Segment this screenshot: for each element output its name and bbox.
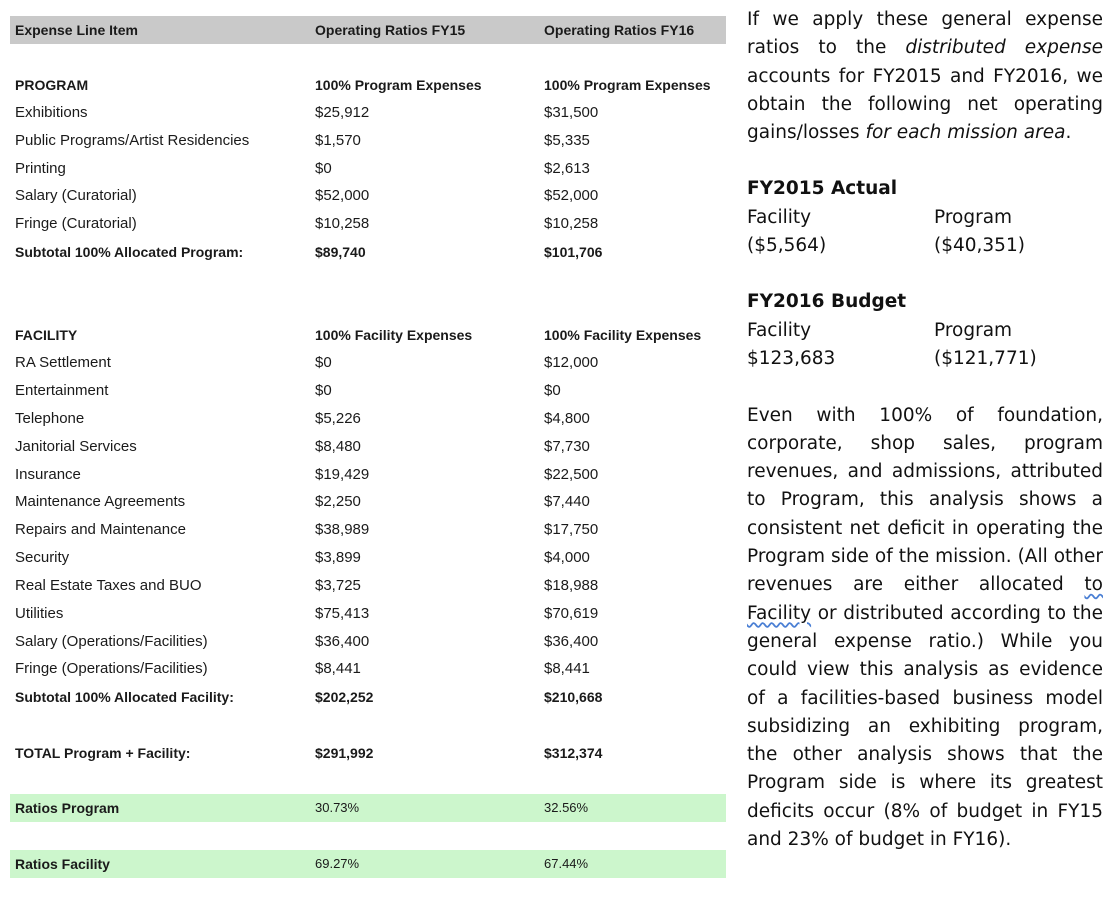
row-fy15: $291,992 [315, 745, 374, 761]
row-item: Security [15, 549, 70, 566]
row-fy16: $101,706 [544, 244, 603, 260]
fy2016-heading: FY2016 Budget [747, 291, 907, 313]
fy2016-program-label: Program [934, 319, 1013, 341]
row-fy15: $89,740 [315, 244, 366, 260]
row-fy15: $75,413 [315, 605, 370, 622]
row-fy16: $7,440 [544, 493, 590, 510]
row-fy16: $8,441 [544, 660, 590, 677]
table-row [10, 349, 726, 377]
row-fy16: $31,500 [544, 104, 599, 121]
facility-section-header [10, 321, 726, 349]
table-row [10, 572, 726, 600]
ratio-facility-row [10, 850, 726, 878]
row-item: Real Estate Taxes and BUO [15, 577, 202, 594]
row-item: Janitorial Services [15, 438, 137, 455]
fy2015-labels [747, 204, 1103, 232]
fy2016-facility-label: Facility [747, 319, 812, 341]
table-row [10, 99, 726, 127]
fy2016-values [747, 345, 1103, 373]
row-fy16: $5,335 [544, 132, 590, 149]
header-line-item: Expense Line Item [15, 22, 138, 38]
row-item: RA Settlement [15, 354, 111, 371]
fy2015-program-label: Program [934, 206, 1013, 228]
table-row [10, 127, 726, 155]
row-item: Entertainment [15, 382, 109, 399]
row-fy16: $10,258 [544, 215, 599, 232]
row-item: Fringe (Curatorial) [15, 215, 137, 232]
row-fy15: $19,429 [315, 466, 370, 483]
facility-subtotal-row [10, 683, 726, 711]
row-fy16: $0 [544, 382, 561, 399]
body-paragraph: Even with 100% of foundation, corporate, shop sales, program revenues, and admissions, attributed to Program, this analysis shows a consistent net deficit in operating the Program side of the mission. (All other revenues are either allocated to Facility or distributed according to the general expense ratio.) While you could view this analysis as evidence of a facilities-based business model subsidizing an exhibiting program, the other analysis shows that the Program side is where its greatest deficits occur (8% of budget in FY15 and 23% of budget in FY16). [747, 404, 1103, 851]
row-fy16: $12,000 [544, 354, 599, 371]
row-item: Utilities [15, 605, 64, 622]
header-fy15: Operating Ratios FY15 [315, 22, 466, 38]
table-row [10, 600, 726, 628]
row-fy15: $10,258 [315, 215, 370, 232]
table-row [10, 210, 726, 238]
intro-paragraph: If we apply these general expense ratios to the distributed expense accounts for FY2015 and FY2016, we obtain the following net operating gains/losses for each mission area. [747, 9, 1103, 144]
row-fy15: $8,480 [315, 438, 361, 455]
row-item: Insurance [15, 466, 81, 483]
analysis-text [747, 6, 1103, 854]
row-fy16: $4,000 [544, 549, 590, 566]
facility-title: FACILITY [15, 327, 78, 343]
row-item: Maintenance Agreements [15, 493, 186, 510]
table-row [10, 461, 726, 489]
row-fy15: 30.73% [315, 800, 360, 815]
row-fy15: $36,400 [315, 633, 370, 650]
table-row [10, 628, 726, 656]
row-fy15: $202,252 [315, 689, 374, 705]
row-item: Ratios Facility [15, 856, 110, 872]
row-fy15: $8,441 [315, 660, 361, 677]
row-fy15: 69.27% [315, 856, 360, 871]
table-row [10, 377, 726, 405]
row-fy16: $7,730 [544, 438, 590, 455]
row-fy16: $312,374 [544, 745, 603, 761]
table-row [10, 488, 726, 516]
row-item: Fringe (Operations/Facilities) [15, 660, 208, 677]
row-fy15: $1,570 [315, 132, 361, 149]
table-header-row [10, 16, 726, 44]
ratio-program-row [10, 794, 726, 822]
program-fy15-label: 100% Program Expenses [315, 77, 482, 93]
row-fy16: 67.44% [544, 856, 589, 871]
row-fy15: $52,000 [315, 187, 370, 204]
row-fy16: $52,000 [544, 187, 599, 204]
total-row [10, 739, 726, 767]
row-item: Ratios Program [15, 800, 120, 816]
fy2015-facility-label: Facility [747, 206, 812, 228]
fy2015-program-value: ($40,351) [934, 235, 1025, 257]
facility-fy15-label: 100% Facility Expenses [315, 327, 473, 343]
table-row [10, 655, 726, 683]
row-fy16: $2,613 [544, 160, 590, 177]
spellcheck-underlined-text: to Facility [747, 574, 1103, 624]
program-section-header [10, 71, 726, 99]
header-fy16: Operating Ratios FY16 [544, 22, 695, 38]
row-item: Salary (Operations/Facilities) [15, 633, 208, 650]
row-fy15: $25,912 [315, 104, 370, 121]
program-fy16-label: 100% Program Expenses [544, 77, 711, 93]
row-fy15: $38,989 [315, 521, 370, 538]
row-fy16: $36,400 [544, 633, 599, 650]
row-item: TOTAL Program + Facility: [15, 745, 191, 761]
row-item: Subtotal 100% Allocated Facility: [15, 689, 234, 705]
facility-fy16-label: 100% Facility Expenses [544, 327, 702, 343]
row-fy15: $0 [315, 160, 332, 177]
fy2015-heading: FY2015 Actual [747, 178, 898, 200]
row-fy15: $2,250 [315, 493, 361, 510]
row-fy15: $5,226 [315, 410, 361, 427]
row-item: Salary (Curatorial) [15, 187, 137, 204]
row-fy15: $3,725 [315, 577, 361, 594]
row-fy16: $210,668 [544, 689, 603, 705]
row-item: Printing [15, 160, 66, 177]
table-row [10, 155, 726, 183]
row-fy16: $22,500 [544, 466, 599, 483]
fy2016-labels [747, 317, 1103, 345]
fy2016-facility-value: $123,683 [747, 347, 836, 369]
table-row [10, 405, 726, 433]
fy2015-values [747, 232, 1103, 260]
table-row [10, 516, 726, 544]
row-item: Exhibitions [15, 104, 88, 121]
program-title: PROGRAM [15, 77, 89, 93]
row-fy15: $3,899 [315, 549, 361, 566]
row-fy16: $17,750 [544, 521, 599, 538]
row-item: Repairs and Maintenance [15, 521, 186, 538]
table-row [10, 433, 726, 461]
row-item: Subtotal 100% Allocated Program: [15, 244, 244, 260]
row-fy16: 32.56% [544, 800, 589, 815]
table-row [10, 544, 726, 572]
fy2015-facility-value: ($5,564) [747, 235, 827, 257]
row-fy16: $70,619 [544, 605, 599, 622]
program-subtotal-row [10, 238, 726, 266]
row-fy16: $18,988 [544, 577, 599, 594]
row-fy15: $0 [315, 354, 332, 371]
table-row [10, 182, 726, 210]
row-fy15: $0 [315, 382, 332, 399]
row-item: Telephone [15, 410, 85, 427]
fy2016-program-value: ($121,771) [934, 347, 1037, 369]
row-fy16: $4,800 [544, 410, 590, 427]
row-item: Public Programs/Artist Residencies [15, 132, 250, 149]
